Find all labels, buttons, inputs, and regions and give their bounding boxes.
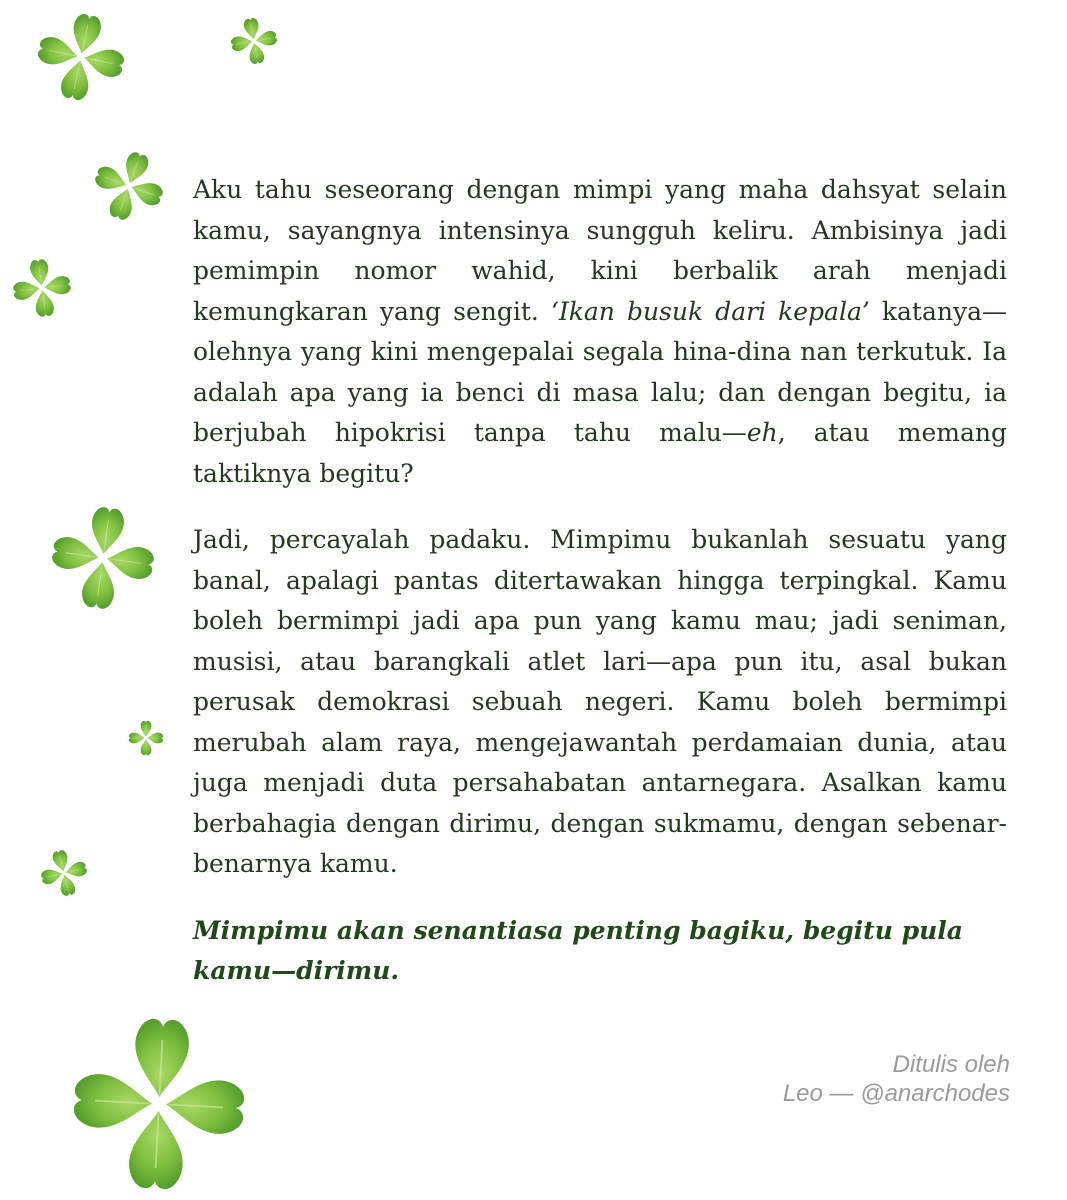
credit-written-by: Ditulis oleh (892, 1051, 1010, 1078)
paragraph-1-text-c: , atau memang taktiknya begitu? (193, 418, 1007, 488)
four-leaf-clover-icon (50, 505, 156, 611)
author-credit (783, 1050, 1010, 1108)
paragraph-2: Jadi, percayalah padaku. Mimpimu bukanlah sesuatu yang banal, apalagi pantas ditertawakan hingga terpingkal. Kamu boleh bermimpi jadi apa pun yang kamu mau; jadi seniman, musisi, atau barangkali atlet lari—apa pun itu, asal bukan perusak demokrasi sebuah negeri. Kamu boleh bermimpi merubah alam raya, mengejawantah perdamaian dunia, atau juga menjadi duta persahabatan antarnegara. Asalkan kamu berbahagia dengan dirimu, dengan sukmamu, dengan sebenar-benarnya kamu. (193, 525, 1007, 878)
paragraph-1-text-b: katanya—olehnya yang kini mengepalai segala hina-dina nan terkutuk. Ia adalah apa yang ia benci di masa lalu; dan dengan begitu, ia berjubah hipokrisi tanpa tahu malu— (193, 296, 1007, 447)
credit-author: Leo — @anarchodes (782, 1080, 1010, 1107)
poem-body (193, 170, 1007, 1018)
four-leaf-clover-icon (93, 150, 165, 222)
paragraph-1-text-a: Aku tahu seseorang dengan mimpi yang maha dahsyat selain kamu, sayangnya intensinya sungguh keliru. Ambisinya jadi pemimpin nomor wahid, kini berbalik arah menjadi kemungkaran yang sengit. (193, 175, 1007, 326)
four-leaf-clover-icon (128, 720, 164, 756)
four-leaf-clover-icon (12, 258, 72, 318)
interjection: eh (746, 418, 778, 447)
four-leaf-clover-icon (230, 17, 278, 65)
four-leaf-clover-icon (70, 1015, 248, 1193)
four-leaf-clover-icon (40, 849, 88, 897)
four-leaf-clover-icon (36, 12, 126, 102)
paragraph-1 (193, 170, 1007, 494)
closing-line: Mimpimu akan senantiasa penting bagiku, begitu pula kamu—dirimu. (193, 915, 963, 985)
quoted-proverb: ‘Ikan busuk dari kepala’ (550, 296, 870, 326)
